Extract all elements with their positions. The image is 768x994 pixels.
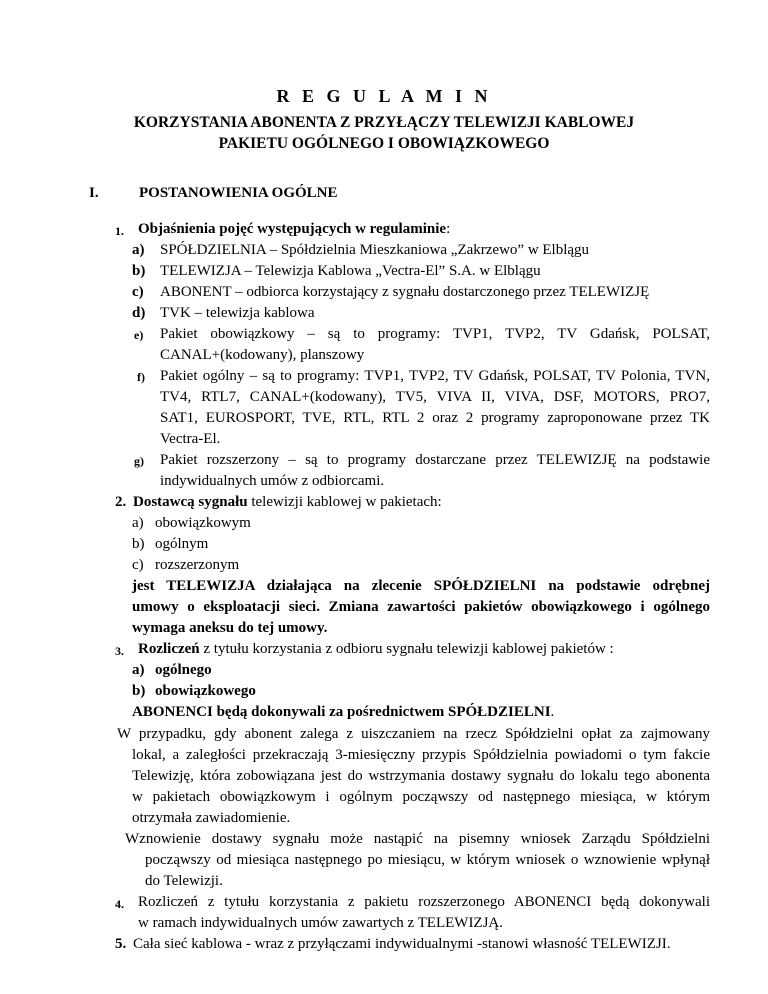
- item3-list-b-text: obowiązkowego: [155, 683, 256, 699]
- item1-heading-line: [138, 219, 450, 240]
- def-g-line1: Pakiet rozszerzony – są to programy dostarczane przez TELEWIZJĘ na podstawie: [160, 452, 710, 468]
- item2-heading-line: [133, 492, 442, 513]
- def-c-label: c): [132, 284, 144, 300]
- item3-para1-line1: W przypadku, gdy abonent zalega z uiszczaniem na rzecz Spółdzielni opłat za zajmowany: [117, 726, 710, 742]
- item3-conclusion-line: [132, 702, 554, 723]
- item4-number: 4.: [115, 897, 124, 911]
- def-f-line2: TV4, RTL7, CANAL+(kodowany), TV5, VIVA II, VIVA, DSF, MOTORS, PRO7,: [160, 389, 710, 405]
- def-g-label: g): [134, 454, 144, 468]
- item1-colon: :: [446, 221, 451, 237]
- item3-para1-line5: otrzymała zawiadomienie.: [132, 810, 291, 826]
- item3-conclusion-dot: .: [550, 704, 555, 720]
- item2-list-c-text: rozszerzonym: [155, 557, 240, 573]
- item2-heading: Dostawcą sygnału: [133, 494, 248, 510]
- def-f-line1: Pakiet ogólny – są to programy: TVP1, TVP2, TV Gdańsk, POLSAT, TV Polonia, TVN,: [160, 368, 710, 384]
- item2-bold-line1: jest TELEWIZJA działająca na zlecenie SPÓŁDZIELNI na podstawie odrębnej: [132, 578, 710, 594]
- section-numeral: I.: [89, 185, 99, 201]
- item3-list-a-label: a): [132, 662, 145, 678]
- item3-para1-line2: lokal, a zaległości przekraczają 3-miesięczny przypis Spółdzielnia powiadomi o tym fakcie: [132, 747, 710, 763]
- item5-text: Cała sieć kablowa - wraz z przyłączami indywidualnymi -stanowi własność TELEWIZJI.: [133, 936, 671, 952]
- document-subtitle-line2: PAKIETU OGÓLNEGO I OBOWIĄZKOWEGO: [218, 135, 550, 152]
- item3-para2-line1: Wznowienie dostawy sygnału może nastąpić na pisemny wniosek Zarządu Spółdzielni: [125, 831, 710, 847]
- def-d-text: TVK – telewizja kablowa: [160, 305, 315, 321]
- def-b-text: TELEWIZJA – Telewizja Kablowa „Vectra-El” S.A. w Elblągu: [160, 263, 541, 279]
- item2-list-b-label: b): [132, 536, 145, 552]
- item3-list-b-label: b): [132, 683, 146, 699]
- item2-bold-line2: umowy o eksploatacji sieci. Zmiana zawartości pakietów obowiązkowego i ogólnego: [132, 599, 710, 615]
- document-title: R E G U L A M I N: [276, 86, 492, 106]
- def-e-line1: Pakiet obowiązkowy – są to programy: TVP1, TVP2, TV Gdańsk, POLSAT,: [160, 326, 710, 342]
- item1-number: 1.: [115, 224, 124, 238]
- item2-bold-line3: wymaga aneksu do tej umowy.: [132, 620, 328, 636]
- def-d-label: d): [132, 305, 146, 321]
- item3-para1-line3: Telewizję, która zobowiązana jest do wstrzymania dostawy sygnału do lokalu tego abonenta: [132, 768, 710, 784]
- item3-conclusion: ABONENCI będą dokonywali za pośrednictwem SPÓŁDZIELNI: [132, 704, 551, 720]
- def-f-line3: SAT1, EUROSPORT, TVE, RTL, RTL 2 oraz 2 programy zaproponowane przez TK: [160, 410, 710, 426]
- def-a-text: SPÓŁDZIELNIA – Spółdzielnia Mieszkaniowa „Zakrzewo” w Elblągu: [160, 242, 590, 258]
- item2-list-a-text: obowiązkowym: [155, 515, 251, 531]
- item3-para2-line2: począwszy od miesiąca następnego po miesiącu, w którym wniosek o wznowienie wpłynął: [145, 852, 710, 868]
- def-g-line2: indywidualnych umów z odbiorcami.: [160, 473, 385, 489]
- def-c-text: ABONENT – odbiorca korzystający z sygnału dostarczonego przez TELEWIZJĘ: [160, 284, 650, 300]
- item4-line2: w ramach indywidualnych umów zawartych z TELEWIZJĄ.: [138, 915, 504, 931]
- item5-number: 5.: [115, 936, 127, 952]
- item3-heading-rest: z tytułu korzystania z odbioru sygnału telewizji kablowej pakietów :: [199, 641, 614, 657]
- item2-heading-rest: telewizji kablowej w pakietach:: [247, 494, 442, 510]
- def-f-label: f): [137, 370, 145, 384]
- item2-list-c-label: c): [132, 557, 144, 573]
- item4-line1: Rozliczeń z tytułu korzystania z pakietu rozszerzonego ABONENCI będą dokonywali: [138, 894, 710, 910]
- item2-list-b-text: ogólnym: [155, 536, 209, 552]
- item3-number: 3.: [115, 644, 124, 658]
- def-b-label: b): [132, 263, 146, 279]
- item3-heading: Rozliczeń: [138, 641, 200, 657]
- def-e-label: e): [134, 328, 144, 342]
- def-f-line4: Vectra-El.: [160, 431, 221, 447]
- item3-heading-line: [138, 639, 614, 660]
- document-subtitle-line1: KORZYSTANIA ABONENTA Z PRZYŁĄCZY TELEWIZJI KABLOWEJ: [133, 114, 635, 131]
- item3-para1-line4: w pakietach obowiązkowym i ogólnym począwszy od następnego miesiąca, w którym: [132, 789, 710, 805]
- item1-heading: Objaśnienia pojęć występujących w regulaminie: [138, 221, 447, 237]
- item2-list-a-label: a): [132, 515, 144, 531]
- section-title: POSTANOWIENIA OGÓLNE: [139, 185, 338, 201]
- item2-number: 2.: [115, 494, 127, 510]
- def-a-label: a): [132, 242, 145, 258]
- item3-list-a-text: ogólnego: [155, 662, 212, 678]
- item3-para2-line3: do Telewizji.: [145, 873, 223, 889]
- def-e-line2: CANAL+(kodowany), planszowy: [160, 347, 365, 363]
